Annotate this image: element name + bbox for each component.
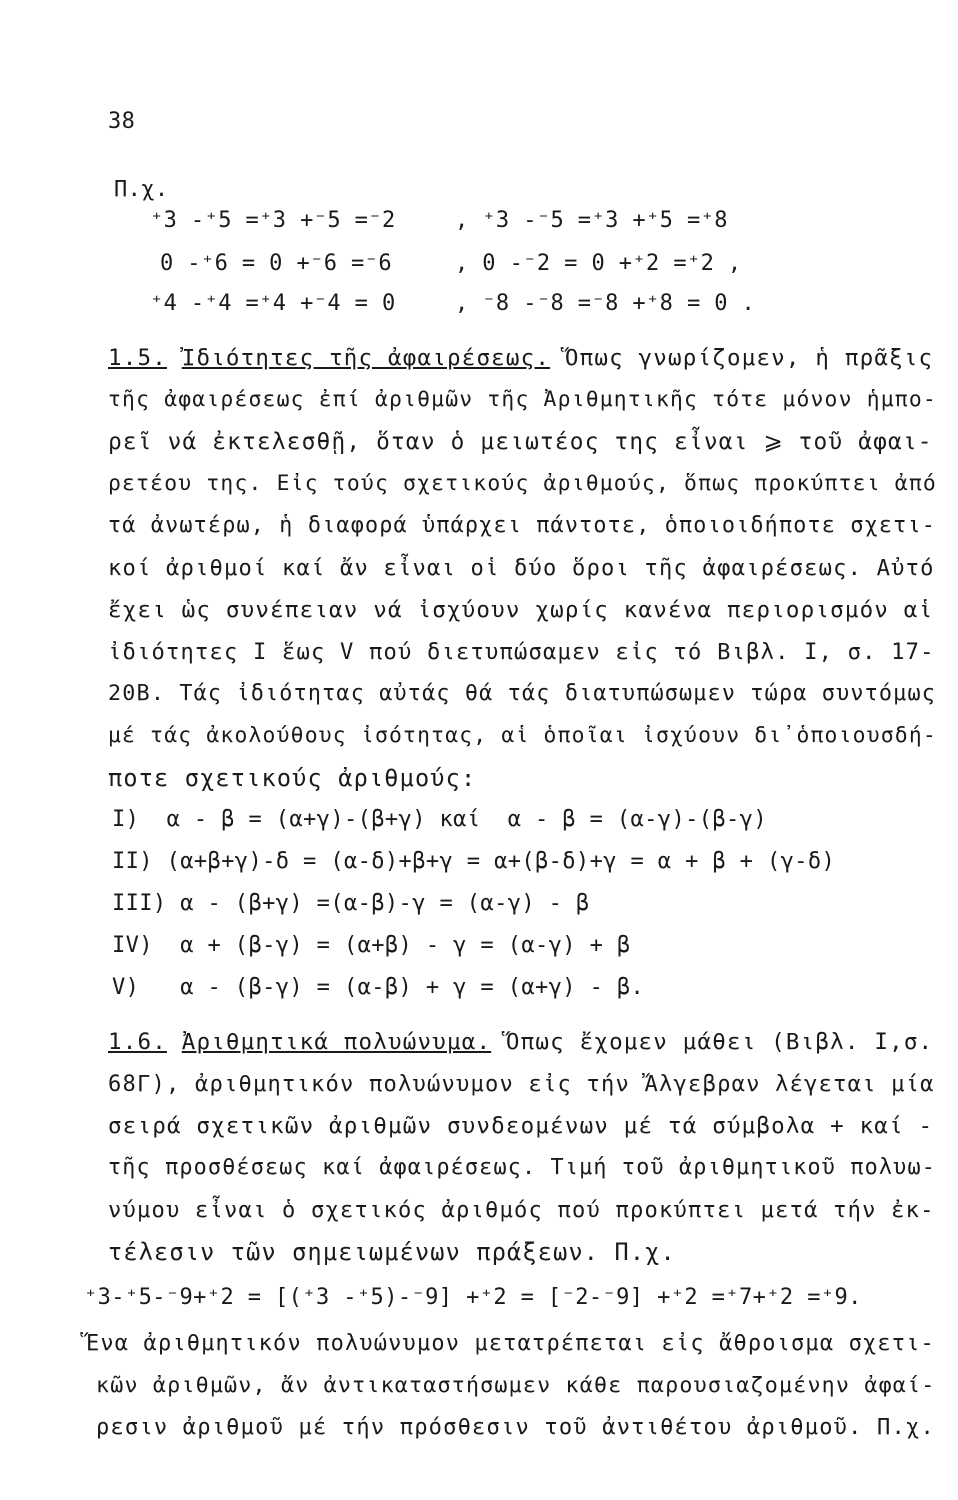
section-1-5-line: ρεῖ νά ἐκτελεσθῇ, ὅταν ὁ μειωτέος της εἶναι ⩾ τοῦ ἀφαι-	[108, 429, 933, 455]
section-1-5-number: 1.5.	[108, 345, 167, 371]
page-number: 38	[108, 109, 136, 134]
section-1-5-line: ρετέου της. Εἰς τούς σχετικούς ἀριθμούς, ὅπως προκύπτει ἀπό	[108, 471, 937, 496]
property-2: II) (α+β+γ)-δ = (α-δ)+β+γ = α+(β-δ)+γ = α + β + (γ-δ)	[112, 849, 836, 874]
polynomial-formula: ⁺3-⁺5-⁻9+⁺2 = [(⁺3 -⁺5)-⁻9] +⁺2 = [⁻2-⁻9] +⁺2 =⁺7+⁺2 =⁺9.	[84, 1285, 862, 1310]
section-1-5-line: τῆς ἀφαιρέσεως ἐπί ἀριθμῶν τῆς Ἀριθμητικῆς τότε μόνον ἡμπο-	[108, 387, 937, 412]
section-1-5-line: ἔχει ὡς συνέπειαν νά ἰσχύουν χωρίς κανένα περιορισμόν αἱ	[108, 597, 934, 623]
example-right-2: , 0 -⁻2 = 0 +⁺2 =⁺2 ,	[455, 251, 742, 276]
section-1-6-number: 1.6.	[108, 1029, 167, 1055]
section-1-5-first-line: Ὅπως γνωρίζομεν, ἡ πρᾶξις	[550, 345, 934, 371]
section-1-6-after-line: ρεσιν ἀριθμοῦ μέ τήν πρόσθεσιν τοῦ ἀντιθέτου ἀριθμοῦ. Π.χ.	[96, 1415, 935, 1440]
section-1-6-line: νύμου εἶναι ὁ σχετικός ἀριθμός πού προκύπτει μετά τήν ἐκ-	[108, 1197, 935, 1223]
example-left-1: ⁺3 -⁺5 =⁺3 +⁻5 =⁻2	[150, 208, 396, 233]
example-label: Π.χ.	[114, 177, 169, 202]
example-right-1: , ⁺3 -⁻5 =⁺3 +⁺5 =⁺8	[455, 208, 728, 233]
section-1-5-line: μέ τάς ἀκολούθους ἰσότητας, αἱ ὁποῖαι ἰσχύουν δι᾽ὁποιουσδή-	[108, 723, 937, 748]
section-1-5-line: ἰδιότητες I ἕως V πού διετυπώσαμεν εἰς τό Βιβλ. I, σ. 17-	[108, 639, 935, 665]
property-1: I) α - β = (α+γ)-(β+γ) καί α - β = (α-γ)-(β-γ)	[112, 807, 767, 832]
property-5: V) α - (β-γ) = (α-β) + γ = (α+γ) - β.	[112, 975, 645, 1000]
section-1-6-line: σειρά σχετικῶν ἀριθμῶν συνδεομένων μέ τά σύμβολα + καί -	[108, 1113, 934, 1139]
section-1-6-title: Ἀριθμητικά πολυώνυμα.	[181, 1029, 492, 1055]
section-1-5-line: τά ἀνωτέρω, ἡ διαφορά ὑπάρχει πάντοτε, ὁποιοιδήποτε σχετι-	[108, 513, 936, 538]
section-1-6-after-line: κῶν ἀριθμῶν, ἄν ἀντικαταστήσωμεν κάθε παρουσιαζομένην ἀφαί-	[96, 1373, 936, 1398]
section-1-6-line: τέλεσιν τῶν σημειωμένων πράξεων. Π.χ.	[108, 1238, 676, 1266]
section-1-6-heading	[108, 1028, 933, 1056]
example-right-3: , ⁻8 -⁻8 =⁻8 +⁺8 = 0 .	[455, 291, 756, 316]
section-1-5-heading	[108, 344, 933, 372]
section-1-6-first-line: Ὅπως ἔχομεν μάθει (Βιβλ. I,σ.	[491, 1029, 934, 1055]
example-left-3: ⁺4 -⁺4 =⁺4 +⁻4 = 0	[150, 291, 396, 316]
section-1-6-line: 68Γ), ἀριθμητικόν πολυώνυμον εἰς τήν Ἄλγεβραν λέγεται μία	[108, 1071, 935, 1097]
section-1-6-after-line: Ἕνα ἀριθμητικόν πολυώνυμον μετατρέπεται εἰς ἄθροισμα σχετι-	[86, 1331, 935, 1356]
section-1-5-line: ποτε σχετικούς ἀριθμούς:	[108, 764, 477, 792]
example-left-2: 0 -⁺6 = 0 +⁻6 =⁻6	[160, 251, 392, 276]
section-1-6-line: τῆς προσθέσεως καί ἀφαιρέσεως. Τιμή τοῦ ἀριθμητικοῦ πολυω-	[108, 1155, 936, 1180]
property-3: III) α - (β+γ) =(α-β)-γ = (α-γ) - β	[112, 891, 590, 916]
section-1-5-title: Ἰδιότητες τῆς ἀφαιρέσεως.	[181, 345, 551, 371]
section-1-5-line: 20Β. Τάς ἰδιότητας αὐτάς θά τάς διατυπώσωμεν τώρα συντόμως	[108, 681, 936, 706]
section-1-5-line: κοί ἀριθμοί καί ἄν εἶναι οἱ δύο ὅροι τῆς ἀφαιρέσεως. Αὐτό	[108, 555, 935, 581]
property-4: IV) α + (β-γ) = (α+β) - γ = (α-γ) + β	[112, 933, 631, 958]
